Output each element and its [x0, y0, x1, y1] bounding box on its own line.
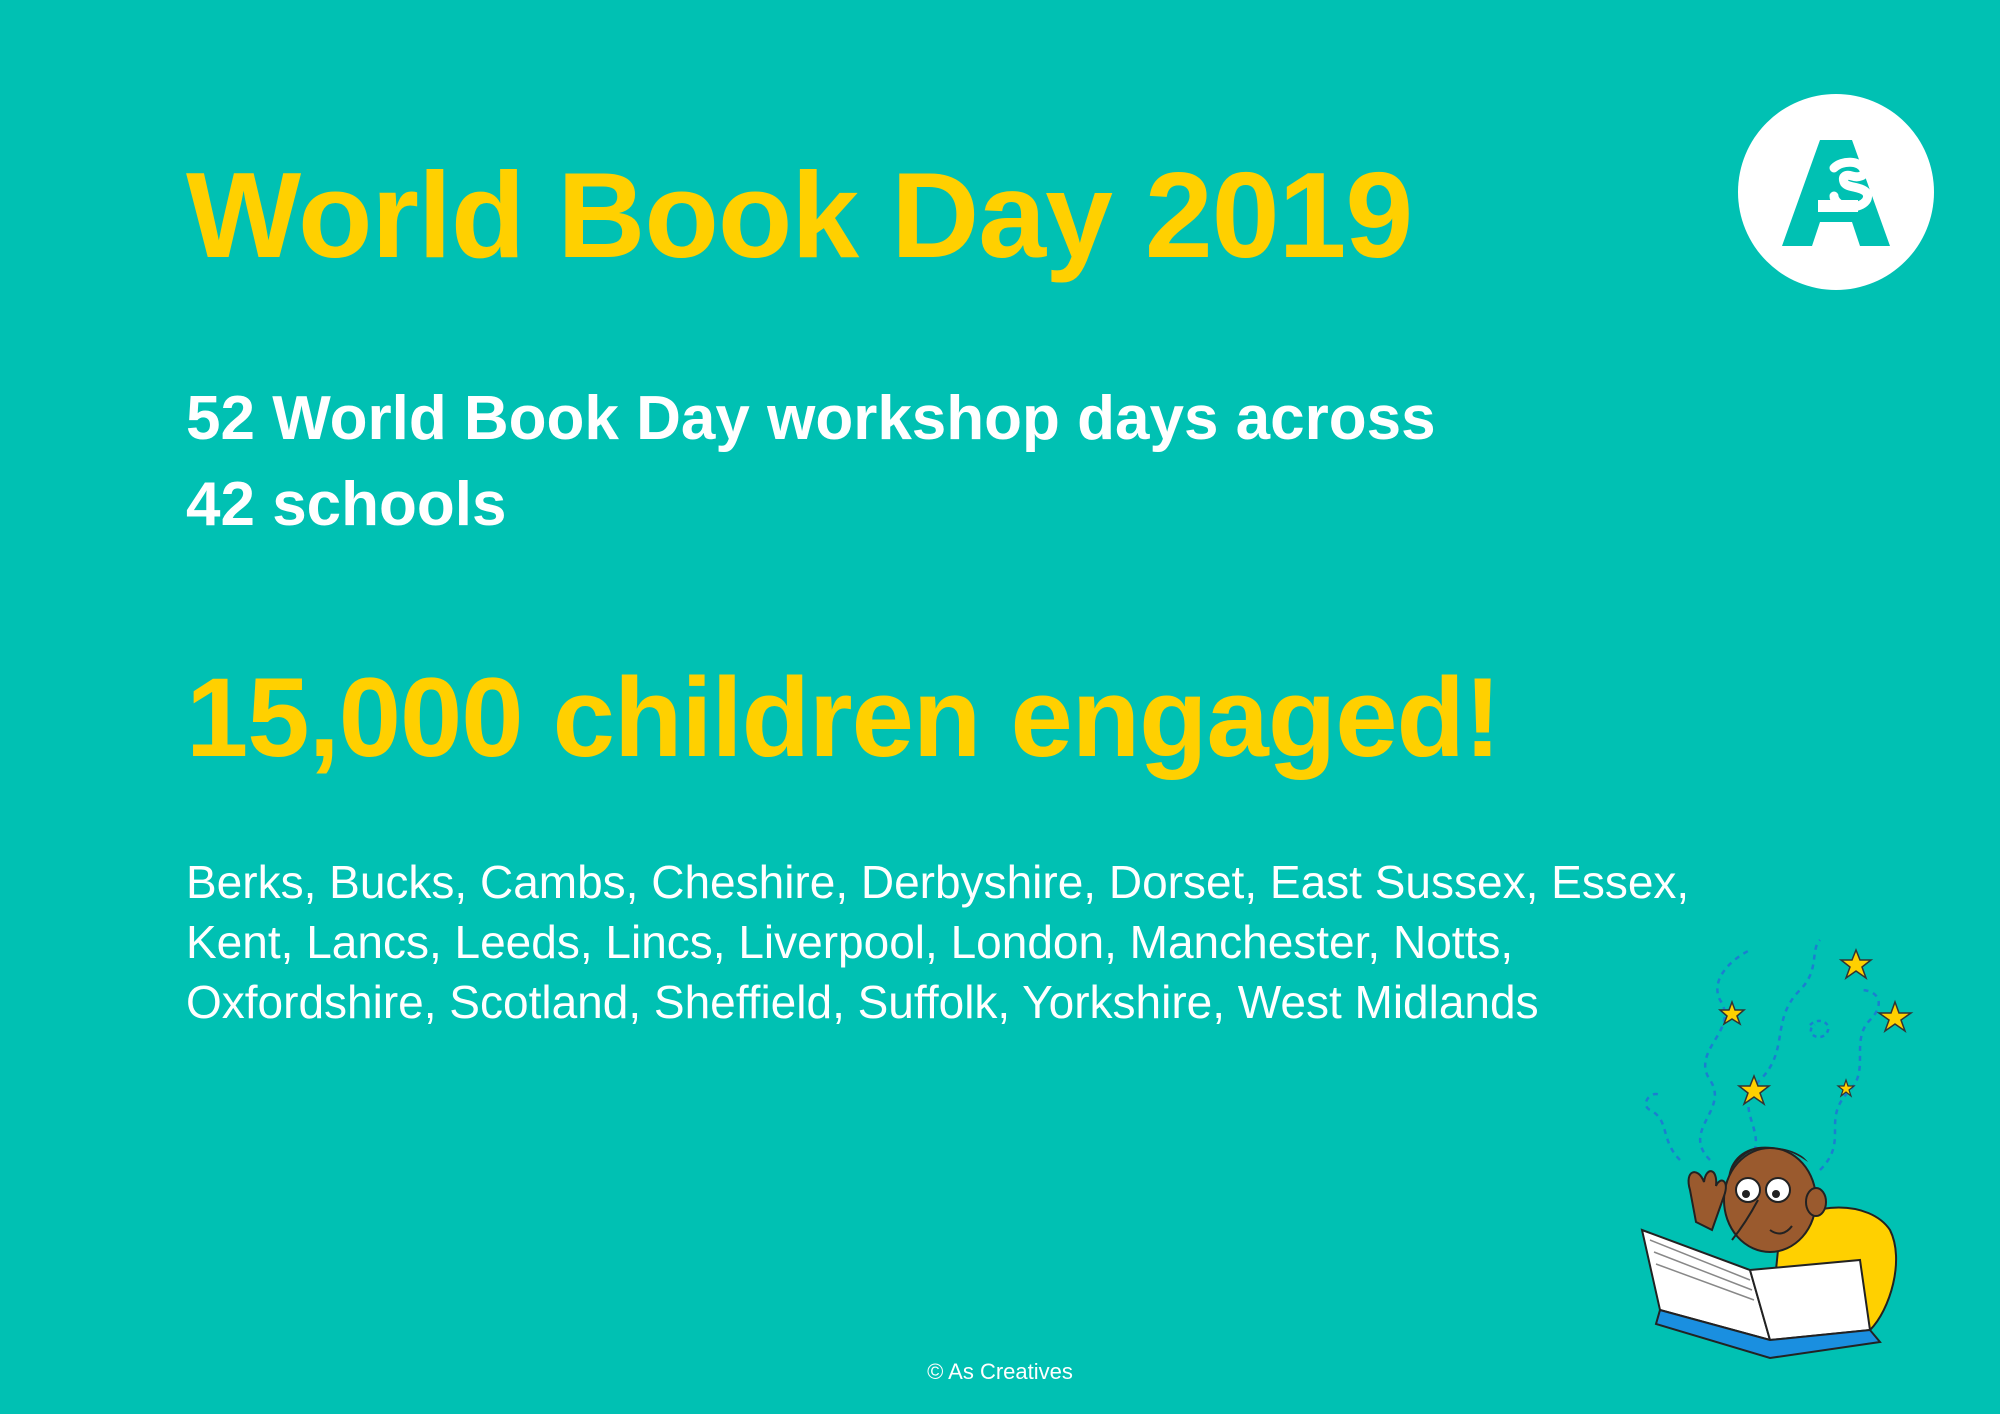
locations-line-3: Oxfordshire, Scotland, Sheffield, Suffolk, Yorkshire, West Midlands [186, 976, 1539, 1028]
locations-list [186, 852, 1689, 1032]
children-engaged-headline: 15,000 children engaged! [186, 655, 1501, 780]
page-title: World Book Day 2019 [186, 147, 1413, 283]
locations-line-1: Berks, Bucks, Cambs, Cheshire, Derbyshire, Dorset, East Sussex, Essex, [186, 856, 1690, 908]
illustration-svg [1620, 930, 1940, 1360]
locations-line-2: Kent, Lancs, Leeds, Lincs, Liverpool, London, Manchester, Notts, [186, 916, 1514, 968]
workshops-stat-line-1: 52 World Book Day workshop days across [186, 384, 1436, 453]
logo-mark [1738, 94, 1934, 290]
boy-reading-book-illustration [1620, 930, 1940, 1360]
workshops-stat-line-2: 42 schools [186, 470, 507, 539]
workshops-stat [186, 376, 1436, 548]
copyright-notice: © As Creatives [927, 1359, 1073, 1384]
as-creatives-logo-icon [1738, 94, 1934, 290]
